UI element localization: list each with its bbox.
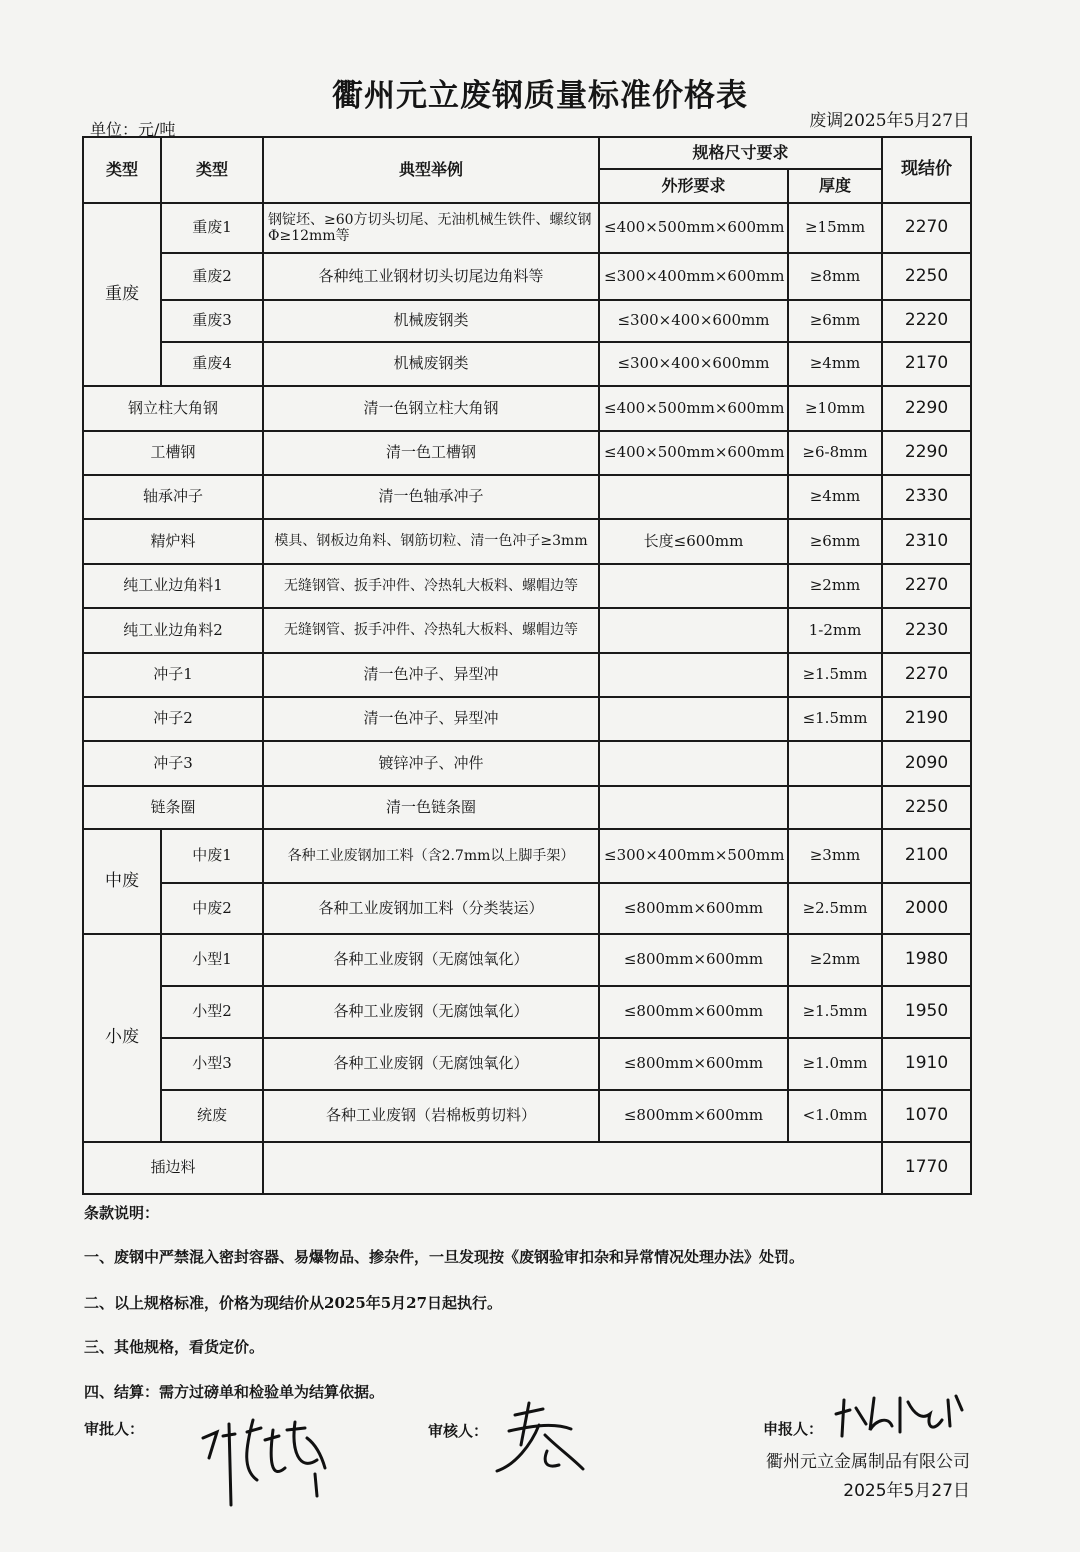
table-row (83, 934, 971, 986)
row-type: 重废3 (161, 300, 263, 342)
row-shape (599, 697, 788, 741)
table-row (83, 653, 971, 697)
page-title: 衢州元立废钢质量标准价格表 (332, 78, 748, 114)
header-type: 类型 (161, 137, 263, 203)
row-thickness: ≥1.5mm (788, 653, 882, 697)
row-shape (599, 564, 788, 608)
row-type: 精炉料 (83, 519, 263, 564)
row-type: 工槽钢 (83, 431, 263, 475)
row-shape (599, 608, 788, 653)
row-example (263, 1142, 882, 1194)
row-type: 冲子1 (83, 653, 263, 697)
table-row (83, 203, 971, 253)
row-price: 2270 (882, 564, 971, 608)
signoff-date: 2025年5月27日 (843, 1481, 970, 1501)
row-example: 钢锭坯、≥60方切头切尾、无油机械生铁件、螺纹钢Φ≥12mm等 (263, 203, 599, 253)
row-example: 清一色冲子、异型冲 (263, 697, 599, 741)
row-thickness: ≥6mm (788, 519, 882, 564)
row-price: 1950 (882, 986, 971, 1038)
row-type: 中废1 (161, 829, 263, 883)
table-row (83, 300, 971, 342)
table-row (83, 1090, 971, 1142)
row-shape: ≤800mm×600mm (599, 986, 788, 1038)
table-row (83, 829, 971, 883)
row-shape: ≤800mm×600mm (599, 1038, 788, 1090)
row-example: 清一色链条圈 (263, 786, 599, 829)
group-heavy: 重废 (83, 203, 161, 386)
reporter-signature (830, 1380, 970, 1450)
row-shape: ≤400×500mm×600mm (599, 386, 788, 431)
table-row (83, 386, 971, 431)
row-price: 2090 (882, 741, 971, 786)
company-block (766, 1447, 970, 1501)
header-price: 现结价 (882, 137, 971, 203)
table-row (83, 697, 971, 741)
row-shape (599, 786, 788, 829)
row-thickness: ≥4mm (788, 475, 882, 519)
row-example: 机械废钢类 (263, 342, 599, 386)
row-thickness: ≥10mm (788, 386, 882, 431)
table-row (83, 986, 971, 1038)
terms-heading: 条款说明： (84, 1204, 160, 1222)
row-type: 插边料 (83, 1142, 263, 1194)
row-example: 清一色冲子、异型冲 (263, 653, 599, 697)
table-row (83, 1142, 971, 1194)
header-example: 典型举例 (263, 137, 599, 203)
approver-label: 审批人： (84, 1420, 145, 1438)
row-thickness: ≥1.0mm (788, 1038, 882, 1090)
table-row (83, 786, 971, 829)
table-row (83, 564, 971, 608)
row-example: 各种纯工业钢材切头切尾边角料等 (263, 253, 599, 300)
price-table (82, 136, 972, 1195)
row-thickness: ≥4mm (788, 342, 882, 386)
row-price: 1070 (882, 1090, 971, 1142)
row-price: 2100 (882, 829, 971, 883)
row-thickness: ≥1.5mm (788, 986, 882, 1038)
reviewer-signature (485, 1395, 595, 1485)
row-shape: 长度≤600mm (599, 519, 788, 564)
header-thickness: 厚度 (788, 169, 882, 203)
row-thickness: 1-2mm (788, 608, 882, 653)
row-thickness: ≥6mm (788, 300, 882, 342)
reviewer-label: 审核人： (428, 1422, 489, 1440)
table-row (83, 475, 971, 519)
row-example: 清一色轴承冲子 (263, 475, 599, 519)
row-thickness: ≥2mm (788, 564, 882, 608)
row-shape (599, 475, 788, 519)
row-price: 2270 (882, 203, 971, 253)
row-price: 2330 (882, 475, 971, 519)
row-type: 中废2 (161, 883, 263, 934)
row-price: 2270 (882, 653, 971, 697)
row-shape (599, 653, 788, 697)
table-header-row (83, 137, 971, 169)
row-shape: ≤800mm×600mm (599, 934, 788, 986)
group-medium: 中废 (83, 829, 161, 934)
row-thickness (788, 741, 882, 786)
row-price: 1770 (882, 1142, 971, 1194)
terms-item-2: 二、以上规格标准，价格为现结价从2025年5月27日起执行。 (84, 1294, 503, 1312)
header-type-group: 类型 (83, 137, 161, 203)
row-type: 链条圈 (83, 786, 263, 829)
row-example: 镀锌冲子、冲件 (263, 741, 599, 786)
row-example: 各种工业废钢加工料（分类装运） (263, 883, 599, 934)
header-shape: 外形要求 (599, 169, 788, 203)
unit-label: 单位：元/吨 (90, 120, 176, 139)
table-row (83, 741, 971, 786)
row-price: 1910 (882, 1038, 971, 1090)
table-row (83, 519, 971, 564)
row-type: 纯工业边角料1 (83, 564, 263, 608)
row-price: 2170 (882, 342, 971, 386)
company-name: 衢州元立金属制品有限公司 (766, 1452, 970, 1472)
row-thickness (788, 786, 882, 829)
row-example: 无缝钢管、扳手冲件、冷热轧大板料、螺帽边等 (263, 608, 599, 653)
row-shape: ≤300×400mm×600mm (599, 253, 788, 300)
row-example: 各种工业废钢加工料（含2.7mm以上脚手架） (263, 829, 599, 883)
row-shape: ≤400×500mm×600mm (599, 431, 788, 475)
row-example: 各种工业废钢（无腐蚀氧化） (263, 1038, 599, 1090)
row-thickness: ≥2mm (788, 934, 882, 986)
reporter-label: 申报人： (763, 1420, 824, 1438)
row-thickness: ≤1.5mm (788, 697, 882, 741)
table-row (83, 1038, 971, 1090)
row-type: 冲子3 (83, 741, 263, 786)
header-spec: 规格尺寸要求 (599, 137, 882, 169)
row-price: 2290 (882, 431, 971, 475)
row-type: 轴承冲子 (83, 475, 263, 519)
row-example: 各种工业废钢（无腐蚀氧化） (263, 986, 599, 1038)
row-example: 各种工业废钢（无腐蚀氧化） (263, 934, 599, 986)
approver-signature (195, 1410, 355, 1520)
row-type: 小型3 (161, 1038, 263, 1090)
table-row (83, 342, 971, 386)
terms-item-4: 四、结算：需方过磅单和检验单为结算依据。 (84, 1383, 385, 1401)
row-shape: ≤300×400×600mm (599, 300, 788, 342)
terms-item-3: 三、其他规格，看货定价。 (84, 1338, 265, 1356)
row-shape: ≤300×400mm×500mm (599, 829, 788, 883)
table-row (83, 253, 971, 300)
row-example: 清一色工槽钢 (263, 431, 599, 475)
group-small: 小废 (83, 934, 161, 1142)
row-example: 机械废钢类 (263, 300, 599, 342)
row-shape (599, 741, 788, 786)
row-example: 各种工业废钢（岩棉板剪切料） (263, 1090, 599, 1142)
row-price: 2230 (882, 608, 971, 653)
row-type: 重废2 (161, 253, 263, 300)
row-example: 模具、钢板边角料、钢筋切粒、清一色冲子≥3mm (263, 519, 599, 564)
row-type: 钢立柱大角钢 (83, 386, 263, 431)
row-shape: ≤800mm×600mm (599, 1090, 788, 1142)
row-type: 统废 (161, 1090, 263, 1142)
row-price: 2290 (882, 386, 971, 431)
row-price: 2250 (882, 786, 971, 829)
row-thickness: ≥2.5mm (788, 883, 882, 934)
row-thickness: ≥15mm (788, 203, 882, 253)
row-price: 2310 (882, 519, 971, 564)
row-type: 小型2 (161, 986, 263, 1038)
row-shape: ≤800mm×600mm (599, 883, 788, 934)
row-thickness: <1.0mm (788, 1090, 882, 1142)
table-row (83, 431, 971, 475)
table-row (83, 608, 971, 653)
table-row (83, 883, 971, 934)
row-price: 2220 (882, 300, 971, 342)
row-example: 清一色钢立柱大角钢 (263, 386, 599, 431)
row-price: 2250 (882, 253, 971, 300)
row-type: 重废4 (161, 342, 263, 386)
row-thickness: ≥6-8mm (788, 431, 882, 475)
row-thickness: ≥3mm (788, 829, 882, 883)
row-shape: ≤300×400×600mm (599, 342, 788, 386)
row-price: 2190 (882, 697, 971, 741)
row-type: 冲子2 (83, 697, 263, 741)
row-price: 2000 (882, 883, 971, 934)
terms-item-1: 一、废钢中严禁混入密封容器、易爆物品、掺杂件，一旦发现按《废钢验审扣杂和异常情况处理办法》处罚。 (84, 1248, 805, 1266)
row-thickness: ≥8mm (788, 253, 882, 300)
document-number: 废调2025年5月27日 (809, 111, 970, 131)
row-type: 纯工业边角料2 (83, 608, 263, 653)
row-example: 无缝钢管、扳手冲件、冷热轧大板料、螺帽边等 (263, 564, 599, 608)
row-price: 1980 (882, 934, 971, 986)
row-type: 重废1 (161, 203, 263, 253)
row-type: 小型1 (161, 934, 263, 986)
row-shape: ≤400×500mm×600mm (599, 203, 788, 253)
